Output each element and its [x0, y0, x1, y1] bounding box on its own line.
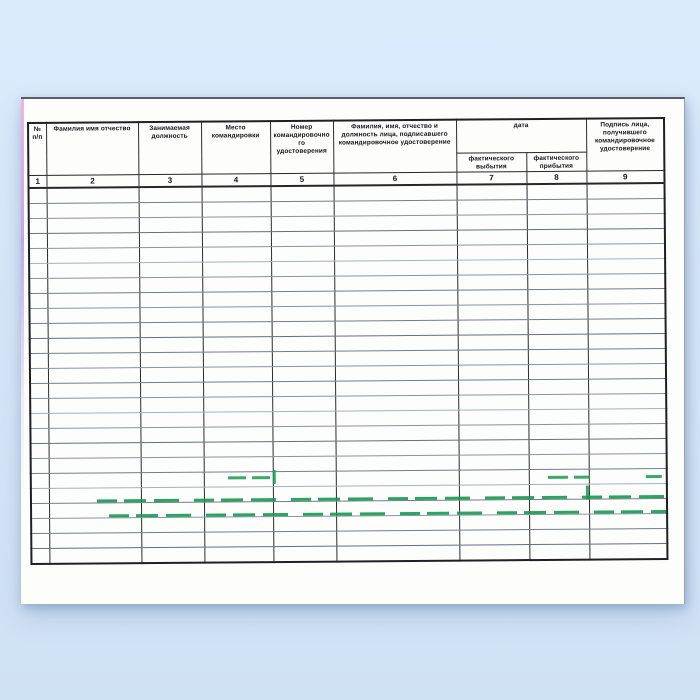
- table-cell: [29, 188, 47, 204]
- table-cell: [139, 292, 202, 307]
- table-cell: [334, 275, 457, 291]
- table-cell: [202, 277, 271, 293]
- table-cell: [271, 216, 334, 231]
- table-cell: [272, 351, 335, 366]
- table-cell: [30, 339, 48, 354]
- table-cell: [587, 199, 665, 215]
- table-cell: [272, 426, 335, 441]
- table-cell: [48, 383, 140, 399]
- table-cell: [49, 548, 141, 564]
- table-cell: [29, 249, 47, 264]
- table-cell: [30, 384, 48, 399]
- table-cell: [203, 427, 272, 443]
- table-cell: [202, 247, 271, 263]
- header-cell-recipient-signature: Подпись лица, получившего командировочное удостоверение: [586, 118, 664, 171]
- table-cell: [47, 187, 139, 203]
- table-cell: [272, 336, 335, 351]
- table-cell: [335, 350, 458, 366]
- table-cell: [589, 544, 667, 560]
- table-cell: [334, 260, 457, 276]
- table-cell: [458, 365, 528, 381]
- table-cell: [204, 547, 273, 563]
- table-cell: [48, 338, 140, 354]
- table-cell: [457, 290, 527, 306]
- table-cell: [457, 184, 527, 200]
- table-cell: [202, 202, 271, 218]
- table-cell: [273, 441, 336, 456]
- table-cell: [336, 470, 459, 486]
- table-cell: [529, 439, 589, 454]
- table-cell: [48, 398, 140, 414]
- table-cell: [139, 202, 202, 217]
- table-cell: [529, 529, 589, 544]
- table-cell: [529, 544, 589, 560]
- table-cell: [458, 335, 528, 351]
- table-cell: [141, 442, 204, 457]
- table-cell: [140, 367, 203, 382]
- table-cell: [334, 290, 457, 306]
- table-cell: [527, 289, 587, 304]
- table-cell: [47, 263, 139, 279]
- table-cell: [457, 305, 527, 321]
- table-cell: [139, 262, 202, 277]
- column-number: 1: [28, 176, 46, 189]
- table-cell: [528, 409, 588, 424]
- header-cell-signer: Фамилия, имя, отчество и должность лица, подписавшего командировочное удостоверение: [333, 120, 456, 174]
- column-number: 8: [526, 171, 586, 184]
- table-cell: [458, 410, 528, 426]
- table-cell: [140, 412, 203, 427]
- green-pen-mark: [646, 475, 662, 478]
- table-cell: [48, 413, 140, 429]
- table-cell: [587, 229, 665, 245]
- column-number: 3: [138, 174, 201, 187]
- table-cell: [31, 534, 49, 549]
- table-cell: [140, 352, 203, 367]
- table-cell: [457, 260, 527, 276]
- table-cell: [528, 379, 588, 394]
- table-cell: [272, 366, 335, 381]
- table-cell: [30, 429, 48, 444]
- table-cell: [31, 549, 49, 565]
- table-cell: [139, 277, 202, 292]
- form-area: [27, 117, 666, 568]
- table-cell: [204, 517, 273, 533]
- table-cell: [335, 410, 458, 426]
- table-body: [29, 183, 668, 564]
- green-pen-mark: [586, 486, 589, 500]
- table-cell: [31, 474, 49, 489]
- table-cell: [589, 529, 667, 545]
- table-cell: [204, 532, 273, 548]
- table-cell: [49, 443, 141, 459]
- header-cell-full-name: Фамилия имя отчество: [46, 122, 138, 175]
- table-cell: [335, 380, 458, 396]
- table-cell: [334, 305, 457, 321]
- header-cell-date-group: дата: [456, 119, 586, 154]
- table-cell: [273, 456, 336, 471]
- table-cell: [272, 381, 335, 396]
- table-cell: [202, 292, 271, 308]
- column-number: 7: [456, 172, 526, 185]
- table-cell: [141, 532, 204, 547]
- table-cell: [587, 244, 665, 260]
- table-cell: [30, 354, 48, 369]
- table-cell: [140, 337, 203, 352]
- table-cell: [458, 320, 528, 336]
- table-cell: [47, 308, 139, 324]
- table-cell: [335, 335, 458, 351]
- table-cell: [49, 458, 141, 474]
- table-cell: [334, 185, 457, 201]
- table-cell: [48, 353, 140, 369]
- table-cell: [140, 427, 203, 442]
- table-cell: [527, 274, 587, 289]
- table-cell: [458, 425, 528, 441]
- table-cell: [47, 203, 139, 219]
- table-cell: [139, 217, 202, 232]
- column-number: 2: [46, 175, 138, 188]
- table-cell: [589, 514, 667, 530]
- table-cell: [588, 394, 666, 410]
- table-cell: [139, 307, 202, 322]
- table-cell: [272, 411, 335, 426]
- table-cell: [30, 399, 48, 414]
- table-cell: [48, 428, 140, 444]
- table-cell: [336, 455, 459, 471]
- table-cell: [29, 279, 47, 294]
- table-cell: [528, 394, 588, 409]
- table-cell: [273, 516, 336, 531]
- table-cell: [273, 546, 336, 562]
- table-cell: [31, 519, 49, 534]
- table-cell: [139, 187, 202, 203]
- table-cell: [271, 246, 334, 261]
- table-cell: [587, 289, 665, 305]
- table-cell: [203, 382, 272, 398]
- table-cell: [335, 365, 458, 381]
- column-number: 6: [333, 172, 456, 185]
- header-cell-destination: Место командировки: [201, 121, 270, 174]
- table-cell: [139, 247, 202, 262]
- table-cell: [588, 409, 666, 425]
- table-cell: [204, 442, 273, 458]
- header-cell-number: № п/п: [28, 123, 46, 176]
- table-cell: [271, 291, 334, 306]
- table-cell: [457, 230, 527, 246]
- table-cell: [527, 244, 587, 259]
- table-cell: [528, 349, 588, 364]
- table-cell: [334, 200, 457, 216]
- table-cell: [335, 395, 458, 411]
- table-cell: [272, 396, 335, 411]
- table-cell: [48, 368, 140, 384]
- table-cell: [459, 530, 529, 546]
- table-cell: [587, 274, 665, 290]
- table-cell: [141, 472, 204, 487]
- header-cell-position: Занимаемая должность: [138, 122, 201, 175]
- table-cell: [203, 397, 272, 413]
- table-cell: [202, 232, 271, 248]
- table-cell: [336, 515, 459, 531]
- table-cell: [203, 367, 272, 383]
- table-cell: [588, 349, 666, 365]
- table-cell: [587, 214, 665, 230]
- table-cell: [141, 517, 204, 532]
- table-cell: [588, 424, 666, 440]
- header-cell-actual-arrival: фактического прибытия: [526, 152, 586, 172]
- table-cell: [271, 231, 334, 246]
- table-cell: [528, 334, 588, 349]
- table-cell: [47, 278, 139, 294]
- table-cell: [589, 439, 667, 455]
- table-cell: [204, 472, 273, 488]
- table-cell: [47, 248, 139, 264]
- table-cell: [528, 424, 588, 439]
- table-cell: [47, 233, 139, 249]
- table-cell: [587, 183, 665, 199]
- table-cell: [31, 504, 49, 519]
- table-cell: [459, 515, 529, 531]
- table-cell: [527, 199, 587, 214]
- table-cell: [29, 219, 47, 234]
- table-cell: [203, 322, 272, 338]
- table-cell: [271, 276, 334, 291]
- table-cell: [140, 397, 203, 412]
- table-cell: [334, 230, 457, 246]
- table-cell: [335, 320, 458, 336]
- column-number: 4: [201, 174, 270, 187]
- column-number: 9: [586, 171, 664, 184]
- table-cell: [30, 414, 48, 429]
- table-cell: [459, 455, 529, 471]
- table-cell: [588, 319, 666, 335]
- table-cell: [457, 200, 527, 216]
- column-number: 5: [270, 173, 333, 186]
- table-cell: [588, 364, 666, 380]
- scan-edge-artifact: [21, 99, 24, 604]
- table-cell: [31, 489, 49, 504]
- table-cell: [529, 454, 589, 469]
- table-cell: [336, 530, 459, 546]
- table-cell: [459, 470, 529, 486]
- table-cell: [202, 186, 271, 202]
- table-cell: [203, 412, 272, 428]
- table-cell: [336, 440, 459, 456]
- table-cell: [273, 471, 336, 486]
- table-cell: [527, 229, 587, 244]
- header-cell-actual-departure: фактического выбытия: [456, 153, 526, 173]
- table-cell: [457, 215, 527, 231]
- table-cell: [527, 214, 587, 229]
- table-cell: [458, 350, 528, 366]
- table-cell: [141, 547, 204, 563]
- table-cell: [458, 395, 528, 411]
- table-cell: [527, 184, 587, 200]
- table-cell: [273, 531, 336, 546]
- table-cell: [529, 514, 589, 529]
- green-pen-mark: [228, 476, 272, 479]
- table-cell: [458, 380, 528, 396]
- table-cell: [459, 545, 529, 561]
- table-cell: [203, 352, 272, 368]
- table-cell: [31, 459, 49, 474]
- green-pen-mark: [548, 476, 590, 479]
- table-cell: [140, 382, 203, 397]
- table-cell: [587, 304, 665, 320]
- table-cell: [527, 304, 587, 319]
- table-cell: [139, 232, 202, 247]
- table-cell: [140, 322, 203, 337]
- table-cell: [29, 204, 47, 219]
- table-cell: [49, 518, 141, 534]
- table-cell: [588, 334, 666, 350]
- table-cell: [47, 293, 139, 309]
- table-cell: [271, 306, 334, 321]
- table-cell: [271, 186, 334, 202]
- table-cell: [527, 259, 587, 274]
- table-cell: [202, 262, 271, 278]
- table-cell: [336, 545, 459, 561]
- table-cell: [29, 309, 47, 324]
- table-cell: [457, 245, 527, 261]
- green-pen-mark: [273, 470, 276, 484]
- table-cell: [335, 425, 458, 441]
- table-cell: [48, 323, 140, 339]
- header-cell-certificate-number: Номер командировочного удостоверения: [270, 121, 333, 174]
- table-cell: [589, 454, 667, 470]
- table-cell: [30, 324, 48, 339]
- table-cell: [204, 457, 273, 473]
- table-cell: [528, 364, 588, 379]
- scanned-page: [21, 97, 685, 604]
- table-cell: [271, 201, 334, 216]
- table-cell: [528, 319, 588, 334]
- table-cell: [334, 215, 457, 231]
- table-cell: [141, 457, 204, 472]
- table-cell: [202, 217, 271, 233]
- table-cell: [587, 259, 665, 275]
- table-cell: [203, 337, 272, 353]
- table-cell: [47, 218, 139, 234]
- table-cell: [29, 264, 47, 279]
- table-cell: [49, 533, 141, 549]
- table-cell: [202, 307, 271, 323]
- table-cell: [459, 440, 529, 456]
- table-header: [28, 118, 665, 188]
- table-cell: [271, 261, 334, 276]
- table-cell: [457, 275, 527, 291]
- table-cell: [334, 245, 457, 261]
- table-cell: [588, 379, 666, 395]
- table-cell: [31, 444, 49, 459]
- table-cell: [29, 234, 47, 249]
- table-cell: [272, 321, 335, 336]
- table-cell: [49, 473, 141, 489]
- table-cell: [29, 294, 47, 309]
- table-cell: [30, 369, 48, 384]
